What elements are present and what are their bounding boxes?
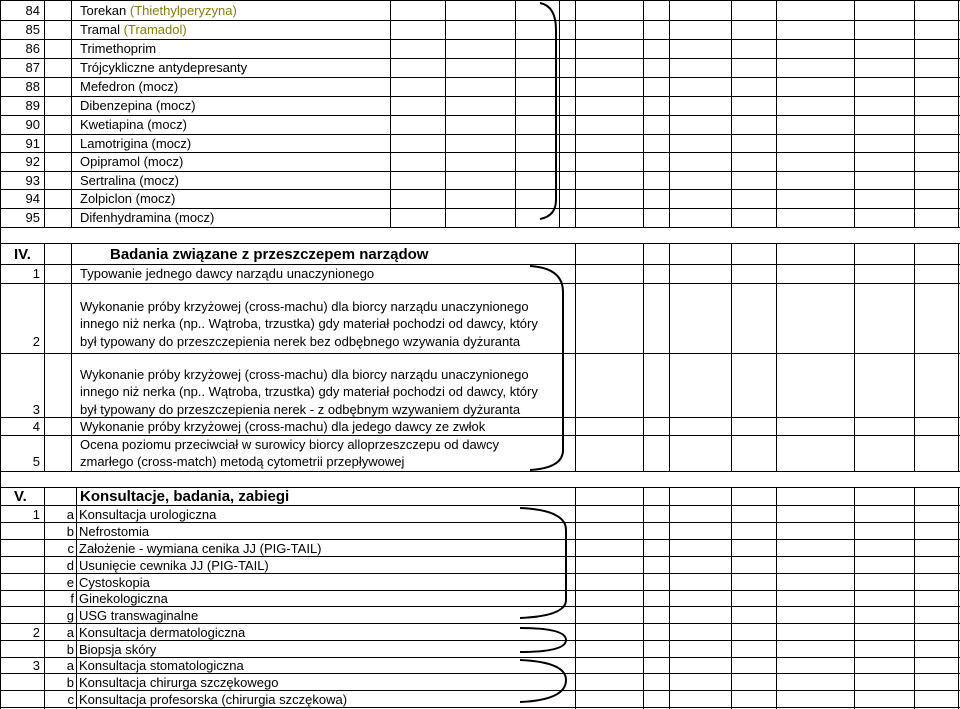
- row-letter: a: [66, 507, 74, 522]
- bracket-consult-1: [520, 508, 566, 618]
- row-label-line: był typowany do przeszczepienia nerek - z odbębnym wzywaniem dyżuranta: [80, 402, 521, 417]
- row-number: 92: [25, 154, 40, 169]
- row-label: Konsultacja stomatologiczna: [79, 658, 244, 673]
- row-label-line: Ocena poziomu przeciwciał w surowicy biorcy alloprzeszczepu od dawcy: [80, 437, 500, 452]
- row-number: 3: [32, 402, 40, 417]
- row-label: [80, 2, 237, 19]
- row-label-line: zmarłego (cross-match) metodą cytometrii przepływowej: [80, 454, 405, 469]
- row-number: 5: [32, 454, 40, 469]
- row-letter: c: [67, 541, 74, 556]
- row-number: 89: [25, 98, 40, 113]
- row-letter: a: [66, 658, 74, 673]
- row-label: Konsultacja profesorska (chirurgia szczękowa): [79, 692, 348, 707]
- row-label: Założenie - wymiana cenika JJ (PIG-TAIL): [79, 541, 322, 556]
- row-number: 93: [25, 173, 40, 188]
- row-number: 88: [25, 79, 40, 94]
- row-label-line: innego niż nerka (np.. Wątroba, trzustka) gdy materiał pochodzi od dawcy, który: [80, 316, 538, 331]
- row-label: Zolpiclon (mocz): [80, 191, 176, 206]
- row-label: Typowanie jednego dawcy narządu unaczynionego: [80, 266, 375, 281]
- row-letter: d: [66, 558, 74, 573]
- row-number: 1: [32, 266, 40, 281]
- drug-name: Tramal: [80, 22, 120, 37]
- row-letter: b: [66, 675, 74, 690]
- row-label: Wykonanie próby krzyżowej (cross-machu) dla jedego dawcy ze zwłok: [80, 419, 486, 434]
- row-label-line: innego niż nerka (np.. Wątroba, trzustka) gdy materiał pochodzi od dawcy, który: [80, 384, 538, 399]
- row-label: Konsultacja urologiczna: [79, 507, 217, 522]
- bracket-top-group: [540, 3, 556, 219]
- row-label-line: Wykonanie próby krzyżowej (cross-machu) dla biorcy narządu unaczynionego: [80, 367, 529, 382]
- row-label: Mefedron (mocz): [80, 79, 179, 94]
- row-number: 95: [25, 210, 40, 225]
- row-letter: e: [66, 575, 74, 590]
- row-label-line: był typowany do przeszczepienia nerek bez odbębnego wzywania dyżuranta: [80, 334, 521, 349]
- row-number: 87: [25, 60, 40, 75]
- row-number: 86: [25, 41, 40, 56]
- row-label: Ginekologiczna: [79, 591, 168, 606]
- drug-name: Torekan: [80, 3, 127, 18]
- row-label: Dibenzepina (mocz): [80, 98, 196, 113]
- row-letter: b: [66, 524, 74, 539]
- row-label: Lamotrigina (mocz): [80, 136, 192, 151]
- section-number: IV.: [14, 246, 31, 263]
- row-label: [80, 21, 187, 38]
- row-number: 91: [25, 136, 40, 151]
- row-number: 2: [32, 625, 40, 640]
- row-label: Opipramol (mocz): [80, 154, 184, 169]
- row-label: Sertralina (mocz): [80, 173, 179, 188]
- section-title: Badania związane z przeszczepem narządow: [110, 246, 429, 263]
- row-label: Nefrostomia: [79, 524, 150, 539]
- row-label: Cystoskopia: [79, 575, 150, 590]
- row-label: Trójcykliczne antydepresanty: [80, 60, 248, 75]
- drug-note: (Thiethylperyzyna): [129, 3, 237, 18]
- drug-note: (Tramadol): [123, 22, 187, 37]
- row-letter: c: [67, 692, 74, 707]
- row-letter: b: [66, 642, 74, 657]
- row-number: 2: [32, 334, 40, 349]
- bracket-consult-3: [520, 660, 566, 702]
- row-label: Difenhydramina (mocz): [80, 210, 215, 225]
- section-title: Konsultacje, badania, zabiegi: [80, 488, 290, 505]
- row-label: Biopsja skóry: [79, 642, 157, 657]
- row-number: 84: [25, 3, 40, 18]
- row-number: 3: [32, 658, 40, 673]
- row-label-line: Wykonanie próby krzyżowej (cross-machu) dla biorcy narządu unaczynionego: [80, 299, 529, 314]
- row-number: 1: [32, 507, 40, 522]
- row-letter: f: [70, 591, 74, 606]
- bracket-section4-group: [530, 266, 563, 470]
- row-label: Kwetiapina (mocz): [80, 117, 187, 132]
- row-number: 94: [25, 191, 40, 206]
- row-number: 4: [32, 419, 40, 434]
- row-label: Usunięcie cewnika JJ (PIG-TAIL): [79, 558, 269, 573]
- row-letter: a: [66, 625, 74, 640]
- row-label: USG transwaginalne: [79, 608, 199, 623]
- row-label: Konsultacja dermatologiczna: [79, 625, 246, 640]
- row-letter: g: [66, 608, 74, 623]
- row-number: 90: [25, 117, 40, 132]
- row-label: Konsultacja chirurga szczękowego: [79, 675, 279, 690]
- row-label: Trimethoprim: [80, 41, 157, 56]
- row-number: 85: [25, 22, 40, 37]
- section-number: V.: [14, 488, 27, 505]
